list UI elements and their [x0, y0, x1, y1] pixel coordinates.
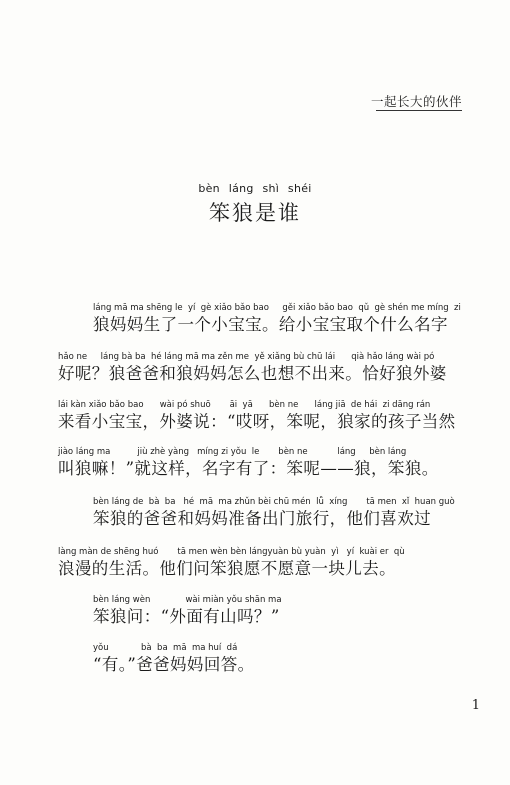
para-line [93, 496, 455, 530]
line-pinyin: hǎo ne láng bà ba hé láng mā ma zěn me yě xiǎng bù chū lái qià hǎo láng wài pó [58, 352, 435, 362]
para-line [93, 642, 255, 676]
para-line [58, 546, 405, 580]
title-pinyin: bèn láng shì shéi [198, 182, 312, 195]
line-pinyin: láng mā ma shēng le yí gè xiǎo bǎo bao gěi xiǎo bǎo bao qǔ gè shén me míng zi [93, 303, 461, 313]
para-line [93, 594, 282, 628]
running-head-rule [376, 110, 462, 111]
para-line [93, 302, 461, 336]
story-title-block [0, 182, 510, 227]
line-text: 狼妈妈生了一个小宝宝。给小宝宝取个什么名字 [93, 315, 448, 334]
line-text: 笨狼问：“外面有山吗？” [93, 607, 280, 626]
line-text: 好呢？狼爸爸和狼妈妈怎么也想不出来。恰好狼外婆 [58, 364, 447, 383]
line-text: 笨狼的爸爸和妈妈准备出门旅行，他们喜欢过 [93, 509, 431, 528]
line-pinyin: lái kàn xiǎo bǎo bao wài pó shuō āi yā bèn ne láng jiā de hái zi dāng rán [58, 400, 431, 410]
line-pinyin: làng màn de shēng huó tā men wèn bèn lángyuàn bù yuàn yì yí kuài er qù [58, 547, 405, 557]
line-text: “有。”爸爸妈妈回答。 [93, 655, 255, 674]
line-pinyin: bèn láng wèn wài miàn yǒu shān ma [93, 595, 282, 605]
line-text: 叫狼嘛！”就这样，名字有了：笨呢——狼，笨狼。 [58, 459, 439, 478]
para-line [58, 399, 456, 433]
para-line [58, 351, 447, 385]
para-line [58, 446, 439, 480]
line-pinyin: yǒu bà ba mā ma huí dá [93, 643, 238, 653]
line-pinyin: jiào láng ma jiù zhè yàng míng zi yǒu le bèn ne láng bèn láng [58, 447, 407, 457]
line-text: 来看小宝宝，外婆说：“哎呀，笨呢，狼家的孩子当然 [58, 412, 456, 431]
line-text: 浪漫的生活。他们问笨狼愿不愿意一块儿去。 [58, 559, 396, 578]
page-number: 1 [471, 698, 480, 713]
line-pinyin: bèn láng de bà ba hé mā ma zhǔn bèi chū mén lǚ xíng tā men xǐ huan guò [93, 497, 455, 507]
running-head: 一起长大的伙伴 [370, 94, 462, 109]
story-title: 笨狼是谁 [209, 201, 301, 225]
